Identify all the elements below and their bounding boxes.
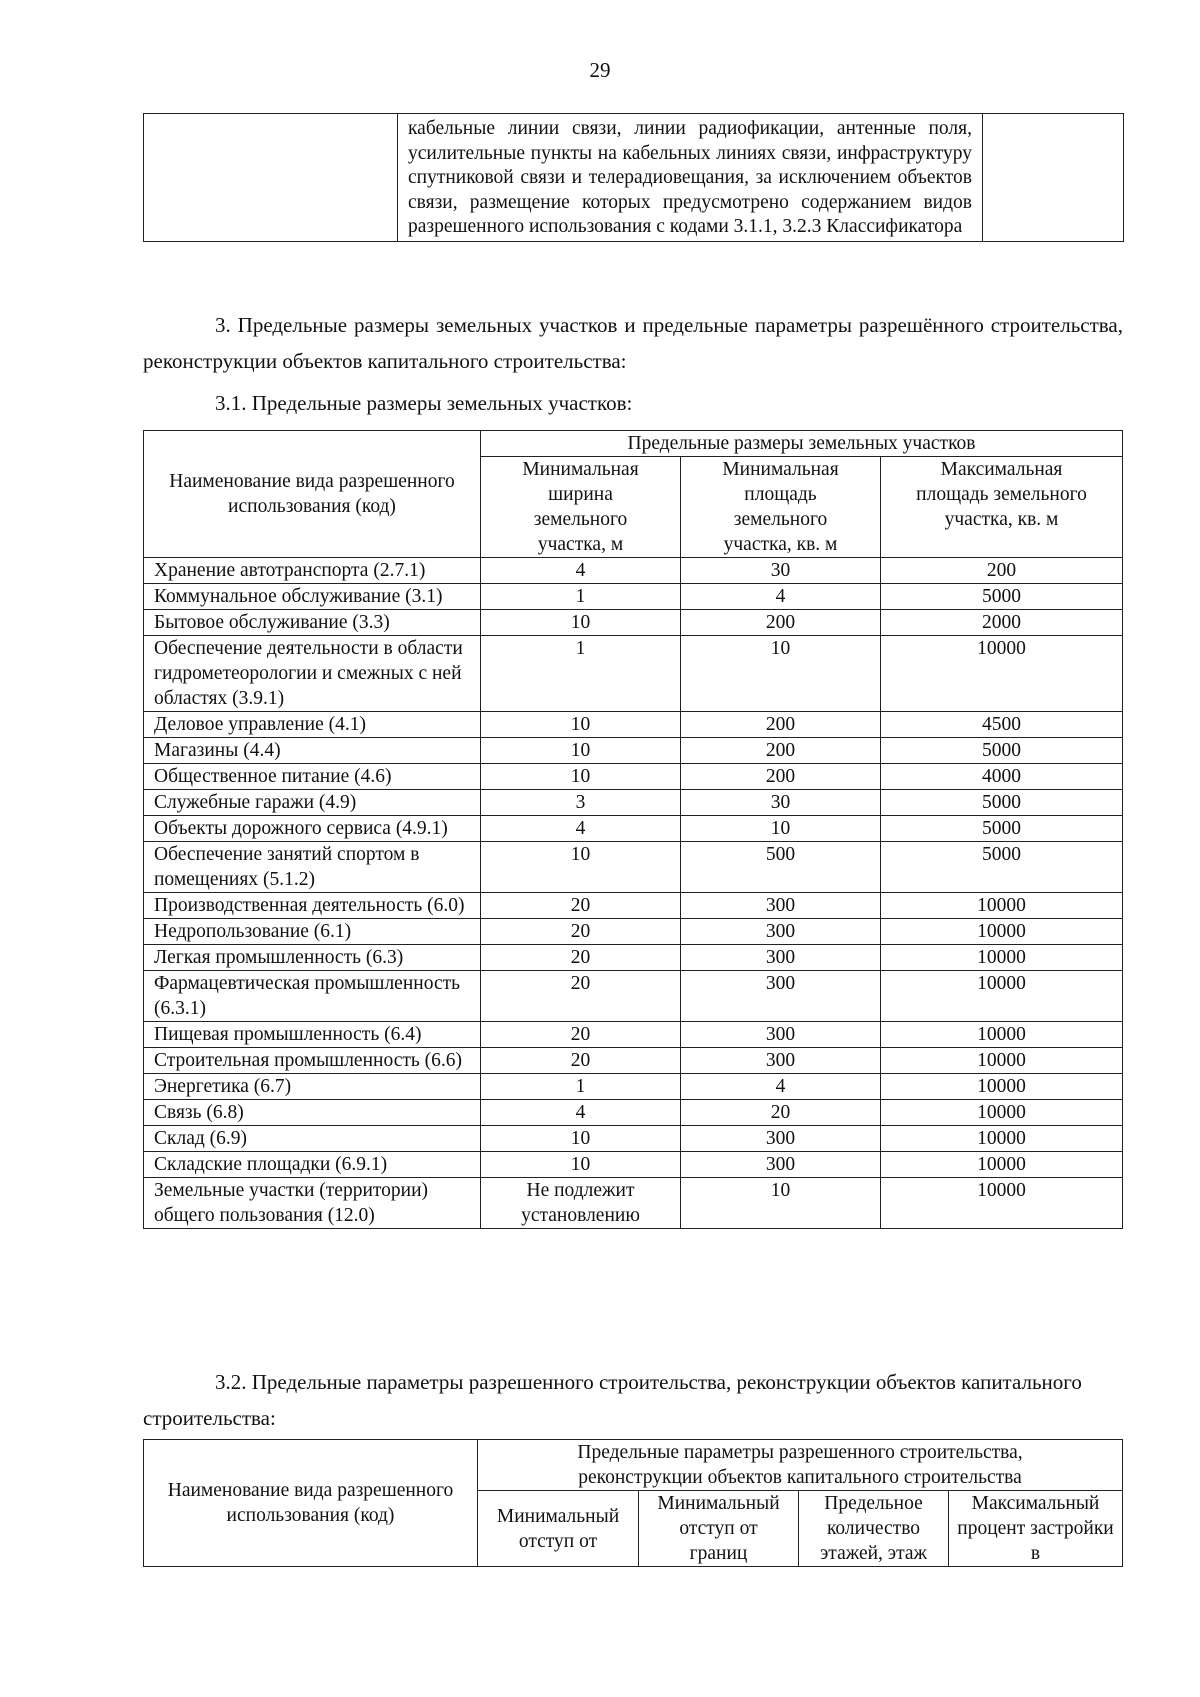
max-area-cell: 10000 — [881, 919, 1123, 945]
use-name-cell: Склад (6.9) — [144, 1126, 481, 1152]
use-name-cell: Энергетика (6.7) — [144, 1074, 481, 1100]
max-area-cell: 10000 — [881, 1074, 1123, 1100]
min-width-cell: 1 — [481, 1074, 681, 1100]
min-width-cell: 20 — [481, 1022, 681, 1048]
table-row — [144, 1178, 1123, 1229]
table-row — [144, 1074, 1123, 1100]
min-width-cell: 10 — [481, 764, 681, 790]
use-name-cell: Земельные участки (территории) общего пользования (12.0) — [144, 1178, 481, 1229]
continuation-text: кабельные линии связи, линии радиофикации, антенные поля, усилительные пункты на кабельных линиях связи, инфраструктуру спутниковой связи и телерадиовещания, за исключением объектов связи, размещение которых предусмотрено содержанием видов разрешенного использования с кодами 3.1.1, 3.2.3 Классификатора — [408, 118, 972, 237]
min-width-cell: 20 — [481, 1048, 681, 1074]
table-row — [144, 712, 1123, 738]
empty-cell — [144, 114, 398, 242]
max-area-cell: 5000 — [881, 584, 1123, 610]
col-header-min-setback-borders: Минимальный отступ от границ — [639, 1491, 799, 1567]
min-width-cell: 20 — [481, 919, 681, 945]
min-area-cell: 300 — [681, 1152, 881, 1178]
max-area-cell: 5000 — [881, 738, 1123, 764]
max-area-cell: 5000 — [881, 842, 1123, 893]
use-name-cell: Бытовое обслуживание (3.3) — [144, 610, 481, 636]
use-name-cell: Обеспечение занятий спортом в помещениях (5.1.2) — [144, 842, 481, 893]
table-row — [144, 738, 1123, 764]
use-name-cell: Производственная деятельность (6.0) — [144, 893, 481, 919]
max-area-cell: 10000 — [881, 893, 1123, 919]
col-header-max-floors: Предельное количество этажей, этаж — [799, 1491, 949, 1567]
table-row — [144, 919, 1123, 945]
col-header-use-name: Наименование вида разрешенного использования (код) — [144, 1440, 478, 1567]
col-header-min-width: Минимальная ширина земельного участка, м — [481, 457, 681, 558]
section-3-heading: 3. Предельные размеры земельных участков и предельные параметры разрешённого строительства, реконструкции объектов капитального строительства: — [143, 313, 1123, 373]
min-width-cell: Не подлежит установлению — [481, 1178, 681, 1229]
table-row — [144, 893, 1123, 919]
table-row — [144, 636, 1123, 712]
use-name-cell: Хранение автотранспорта (2.7.1) — [144, 558, 481, 584]
empty-cell — [983, 114, 1124, 242]
min-width-cell: 10 — [481, 712, 681, 738]
min-width-cell: 4 — [481, 1100, 681, 1126]
min-area-cell: 300 — [681, 1022, 881, 1048]
min-area-cell: 10 — [681, 636, 881, 712]
max-area-cell: 10000 — [881, 636, 1123, 712]
table-row — [144, 842, 1123, 893]
table-row — [144, 764, 1123, 790]
continuation-cell — [398, 114, 983, 242]
use-name-cell: Служебные гаражи (4.9) — [144, 790, 481, 816]
max-area-cell: 10000 — [881, 1022, 1123, 1048]
max-area-cell: 10000 — [881, 1178, 1123, 1229]
use-name-cell: Пищевая промышленность (6.4) — [144, 1022, 481, 1048]
table-row — [144, 584, 1123, 610]
group-header: Предельные параметры разрешенного строительства, реконструкции объектов капитального строительства — [478, 1440, 1123, 1491]
min-width-cell: 4 — [481, 558, 681, 584]
use-name-cell: Легкая промышленность (6.3) — [144, 945, 481, 971]
min-area-cell: 300 — [681, 1126, 881, 1152]
min-area-cell: 300 — [681, 971, 881, 1022]
max-area-cell: 4000 — [881, 764, 1123, 790]
min-area-cell: 200 — [681, 764, 881, 790]
page-number: 29 — [589, 58, 611, 82]
min-area-cell: 4 — [681, 584, 881, 610]
use-name-cell: Объекты дорожного сервиса (4.9.1) — [144, 816, 481, 842]
table-header-row — [144, 431, 1123, 457]
continuation-table — [143, 113, 1124, 242]
min-area-cell: 30 — [681, 558, 881, 584]
table-row — [144, 1152, 1123, 1178]
min-area-cell: 10 — [681, 816, 881, 842]
min-width-cell: 10 — [481, 842, 681, 893]
min-area-cell: 300 — [681, 945, 881, 971]
use-name-cell: Деловое управление (4.1) — [144, 712, 481, 738]
min-width-cell: 20 — [481, 893, 681, 919]
max-area-cell: 200 — [881, 558, 1123, 584]
col-header-min-setback: Минимальный отступ от — [478, 1491, 639, 1567]
max-area-cell: 10000 — [881, 1048, 1123, 1074]
min-width-cell: 20 — [481, 971, 681, 1022]
use-name-cell: Общественное питание (4.6) — [144, 764, 481, 790]
use-name-cell: Складские площадки (6.9.1) — [144, 1152, 481, 1178]
max-area-cell: 10000 — [881, 971, 1123, 1022]
min-width-cell: 4 — [481, 816, 681, 842]
table-body — [144, 558, 1123, 1229]
section-3-1-heading: 3.1. Предельные размеры земельных участков: — [215, 391, 633, 415]
use-name-cell: Фармацевтическая промышленность (6.3.1) — [144, 971, 481, 1022]
table-row — [144, 790, 1123, 816]
col-header-max-area: Максимальная площадь земельного участка, кв. м — [881, 457, 1123, 558]
min-area-cell: 300 — [681, 1048, 881, 1074]
min-width-cell: 10 — [481, 1126, 681, 1152]
table-row — [144, 816, 1123, 842]
min-width-cell: 1 — [481, 636, 681, 712]
min-width-cell: 1 — [481, 584, 681, 610]
min-area-cell: 30 — [681, 790, 881, 816]
min-width-cell: 20 — [481, 945, 681, 971]
min-area-cell: 200 — [681, 610, 881, 636]
construction-params-table — [143, 1439, 1123, 1567]
table-row — [144, 1022, 1123, 1048]
max-area-cell: 10000 — [881, 1152, 1123, 1178]
min-width-cell: 10 — [481, 738, 681, 764]
table-row — [144, 558, 1123, 584]
use-name-cell: Недропользование (6.1) — [144, 919, 481, 945]
min-area-cell: 500 — [681, 842, 881, 893]
col-header-min-area: Минимальная площадь земельного участка, кв. м — [681, 457, 881, 558]
table-row — [144, 610, 1123, 636]
use-name-cell: Строительная промышленность (6.6) — [144, 1048, 481, 1074]
max-area-cell: 2000 — [881, 610, 1123, 636]
use-name-cell: Коммунальное обслуживание (3.1) — [144, 584, 481, 610]
min-area-cell: 20 — [681, 1100, 881, 1126]
land-plot-sizes-table — [143, 430, 1123, 1229]
max-area-cell: 5000 — [881, 790, 1123, 816]
min-area-cell: 200 — [681, 712, 881, 738]
max-area-cell: 10000 — [881, 945, 1123, 971]
use-name-cell: Обеспечение деятельности в области гидрометеорологии и смежных с ней областях (3.9.1) — [144, 636, 481, 712]
table-row — [144, 1048, 1123, 1074]
min-area-cell: 10 — [681, 1178, 881, 1229]
max-area-cell: 10000 — [881, 1100, 1123, 1126]
min-area-cell: 200 — [681, 738, 881, 764]
min-width-cell: 3 — [481, 790, 681, 816]
section-3-2-heading: 3.2. Предельные параметры разрешенного строительства, реконструкции объектов капитального строительства: — [143, 1370, 1082, 1430]
max-area-cell: 10000 — [881, 1126, 1123, 1152]
table-row — [144, 114, 1124, 242]
col-header-use-name: Наименование вида разрешенного использования (код) — [144, 431, 481, 558]
min-width-cell: 10 — [481, 610, 681, 636]
table-header-row — [144, 1440, 1123, 1491]
table-row — [144, 1126, 1123, 1152]
min-width-cell: 10 — [481, 1152, 681, 1178]
min-area-cell: 300 — [681, 919, 881, 945]
group-header: Предельные размеры земельных участков — [481, 431, 1123, 457]
table-row — [144, 1100, 1123, 1126]
max-area-cell: 4500 — [881, 712, 1123, 738]
table-row — [144, 971, 1123, 1022]
use-name-cell: Магазины (4.4) — [144, 738, 481, 764]
min-area-cell: 4 — [681, 1074, 881, 1100]
max-area-cell: 5000 — [881, 816, 1123, 842]
table-row — [144, 945, 1123, 971]
use-name-cell: Связь (6.8) — [144, 1100, 481, 1126]
min-area-cell: 300 — [681, 893, 881, 919]
col-header-max-coverage: Максимальный процент застройки в — [949, 1491, 1123, 1567]
